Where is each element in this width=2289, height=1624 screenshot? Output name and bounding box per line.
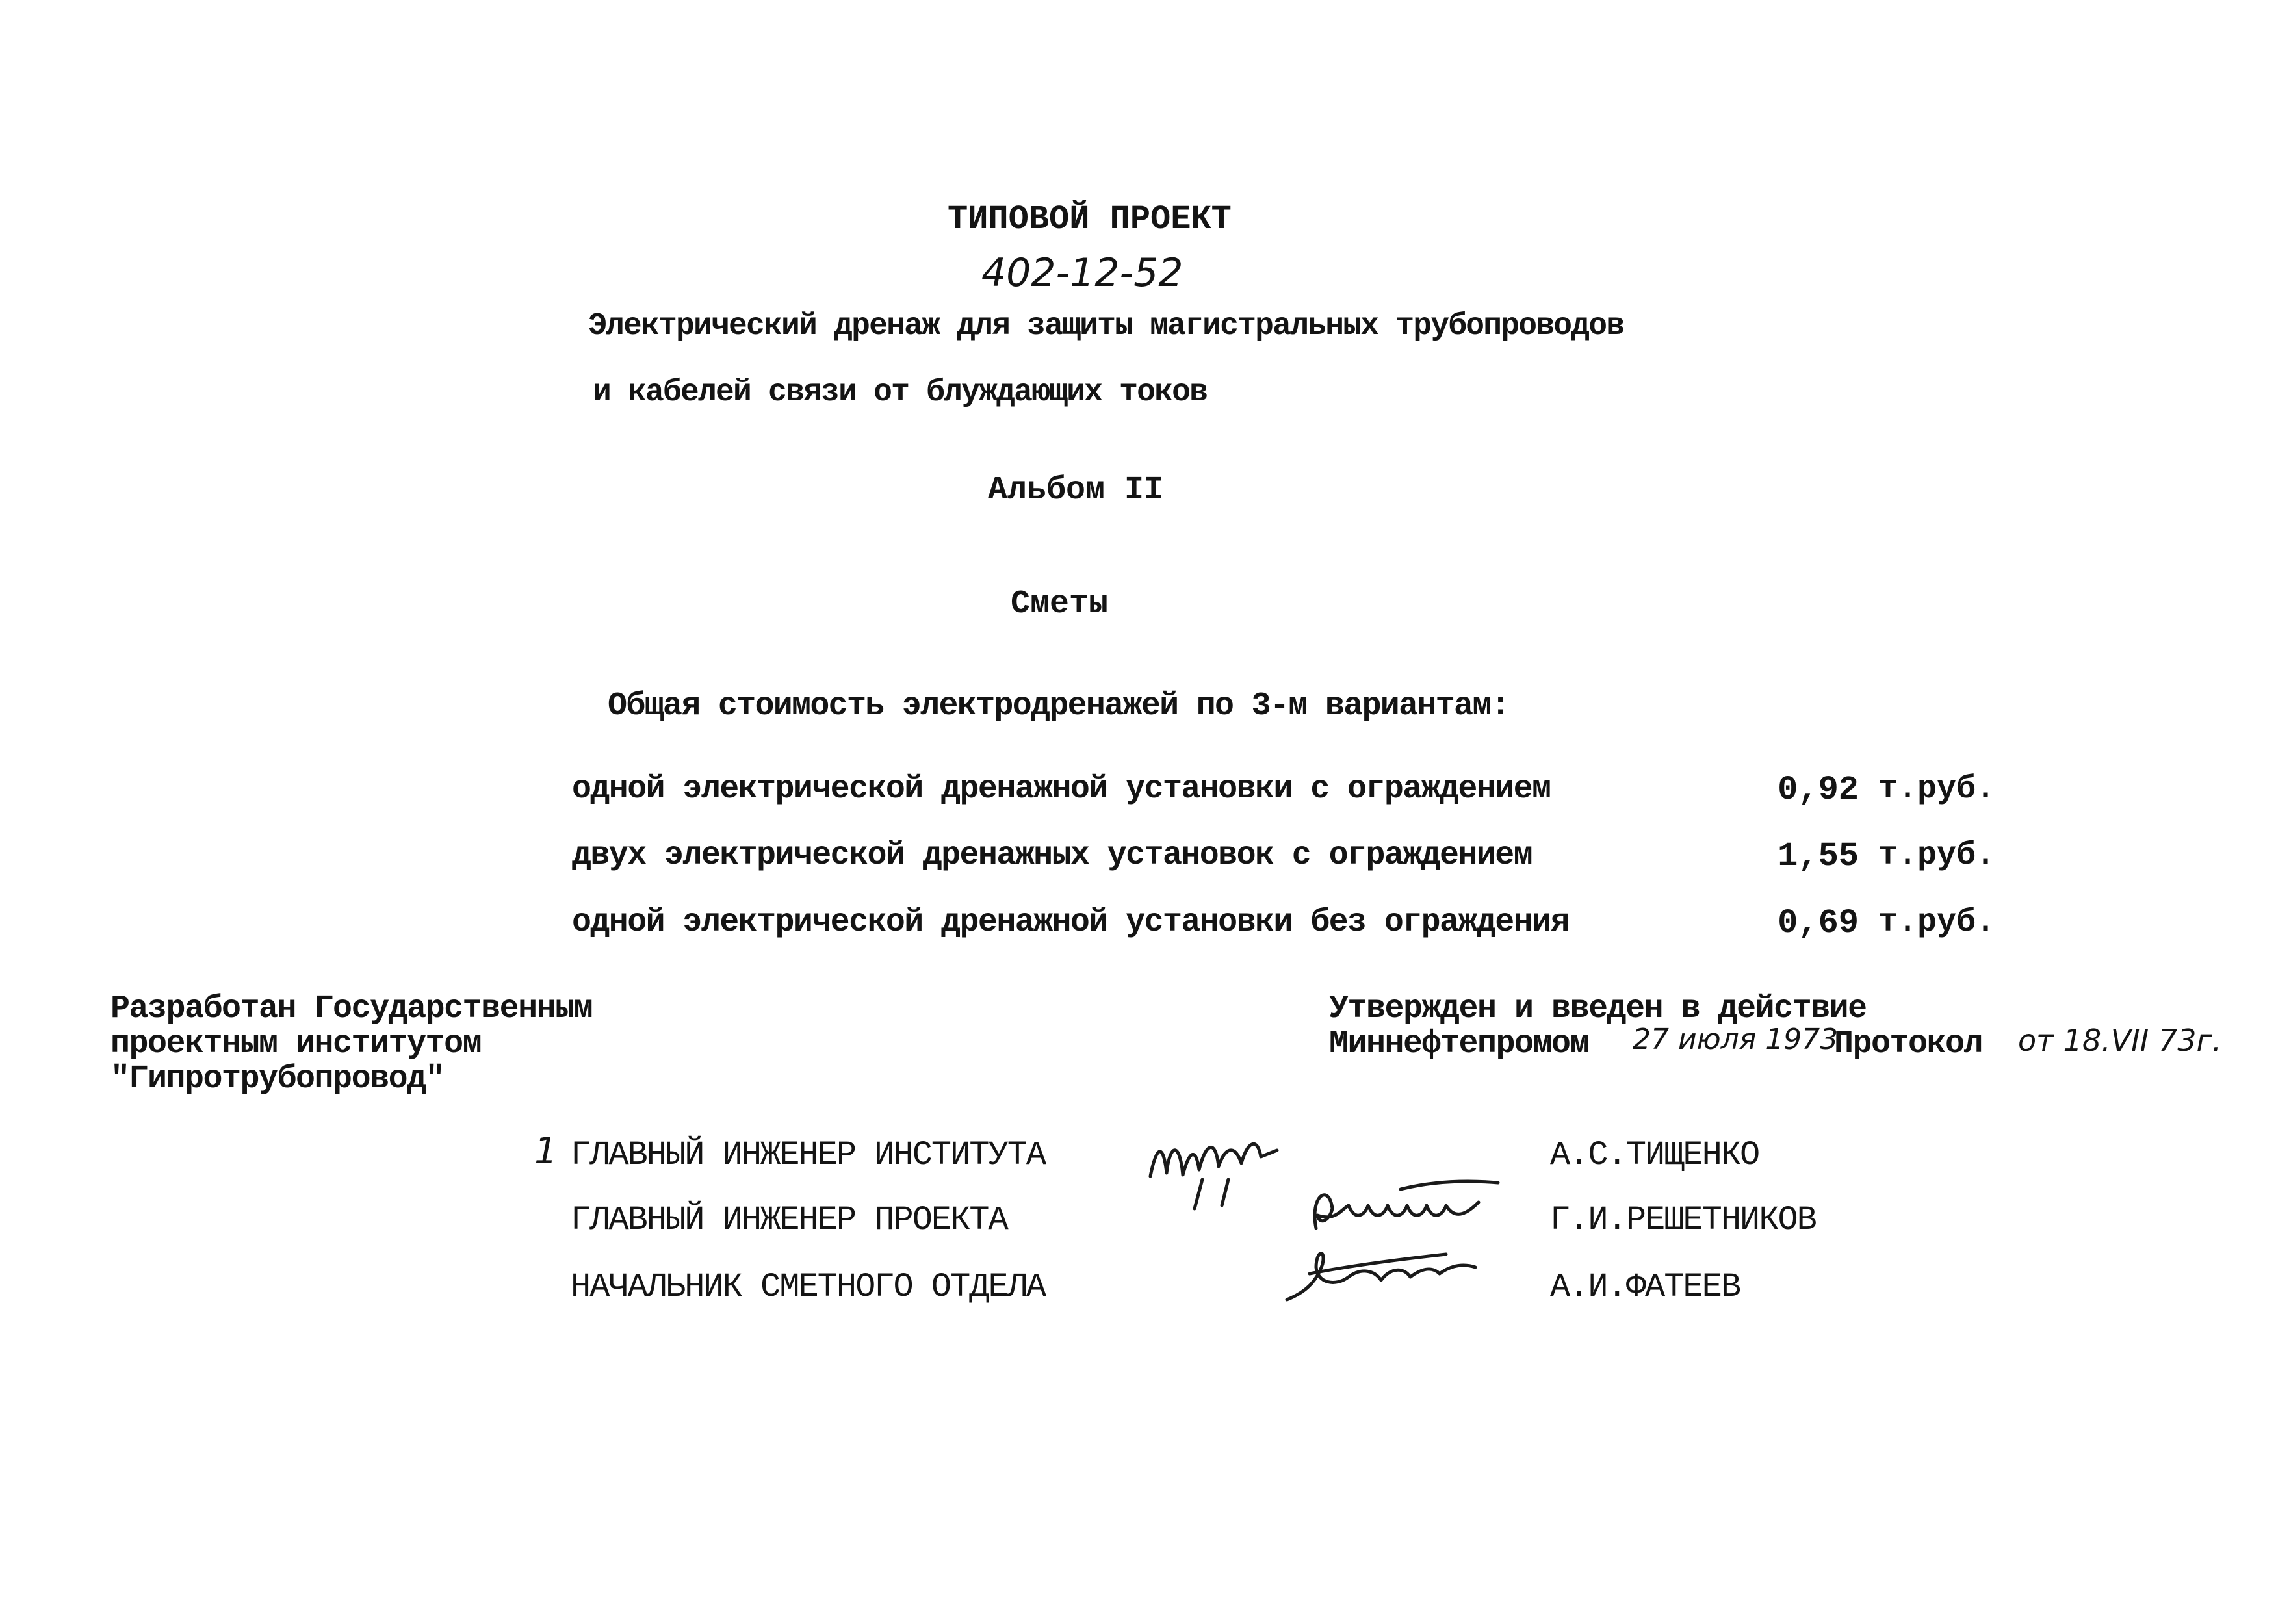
approval-line: Утвержден и введен в действие xyxy=(1329,990,1867,1027)
developer-line: проектным институтом xyxy=(110,1025,482,1063)
approval-protocol-handwritten: от 18.VII 73г. xyxy=(2018,1023,2222,1058)
cost-item-unit: т.руб. xyxy=(1878,771,1996,808)
signatory-name: Г.И.РЕШЕТНИКОВ xyxy=(1550,1201,1816,1239)
project-number: 402-12-52 xyxy=(981,250,1183,296)
signature-fateev xyxy=(1277,1238,1485,1309)
cost-item-label: одной электрической дренажной установки без ограждения xyxy=(572,904,1569,941)
approval-protocol-label: Протокол xyxy=(1834,1025,1983,1063)
signatory-name: А.С.ТИЩЕНКО xyxy=(1550,1136,1759,1174)
approval-date-handwritten: 27 июля 1973 xyxy=(1633,1023,1839,1056)
cost-item-unit: т.руб. xyxy=(1878,904,1996,941)
cost-item-value: 0,92 xyxy=(1778,771,1859,809)
cost-item-unit: т.руб. xyxy=(1878,837,1996,874)
signature-reshetnikov xyxy=(1303,1176,1518,1248)
cost-item-value: 0,69 xyxy=(1778,904,1859,942)
cost-item-label: двух электрической дренажных установок с ограждением xyxy=(572,837,1532,874)
cost-item-label: одной электрической дренажной установки с ограждением xyxy=(572,771,1551,808)
cost-heading: Общая стоимость электродренажей по 3-м вариантам: xyxy=(608,688,1509,725)
signatory-position: ГЛАВНЫЙ ИНЖЕНЕР ПРОЕКТА xyxy=(571,1201,1007,1239)
approval-ministry: Миннефтепромом xyxy=(1329,1025,1589,1063)
developer-institute-name: "Гипротрубопровод" xyxy=(110,1061,445,1098)
section-label: Сметы xyxy=(1011,586,1109,623)
document-title: ТИПОВОЙ ПРОЕКТ xyxy=(948,200,1232,238)
margin-mark: 1 xyxy=(534,1130,558,1172)
album-label: Альбом II xyxy=(988,472,1164,509)
signatory-name: А.И.ФАТЕЕВ xyxy=(1550,1268,1740,1306)
project-subtitle-line2: и кабелей связи от блуждающих токов xyxy=(593,375,1208,410)
project-subtitle-line1: Электрический дренаж для защиты магистральных трубопроводов xyxy=(588,309,1624,344)
signatory-position: НАЧАЛЬНИК СМЕТНОГО ОТДЕЛА xyxy=(571,1268,1046,1306)
cost-item-value: 1,55 xyxy=(1778,837,1859,875)
signature-tishchenko xyxy=(1144,1118,1313,1215)
signatory-position: ГЛАВНЫЙ ИНЖЕНЕР ИНСТИТУТА xyxy=(571,1136,1046,1174)
developer-line: Разработан Государственным xyxy=(110,990,593,1027)
